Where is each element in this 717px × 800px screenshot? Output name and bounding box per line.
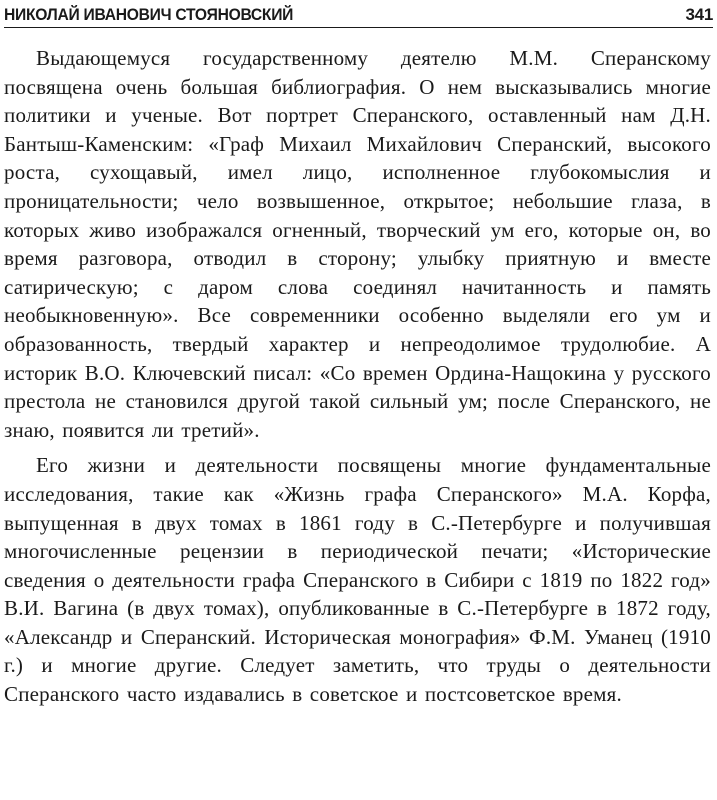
paragraph: Его жизни и деятельности посвящены многие фундаментальные исследования, такие как «Жизнь графа Сперанского» М.А. Корфа, выпущенная в двух томах в 1861 году в С.-Петербурге и получившая многочисленные рецензии в периодической печати; «Исторические сведения о деятельности графа Сперанского в Сибири с 1819 по 1822 год» В.И. Вагина (в двух томах), опубликованные в С.-Петербурге в 1872 году, «Александр и Сперанский. Историческая монография» Ф.М. Уманец (1910 г.) и многие другие. Следует заметить, что труды о деятельности Сперанского часто издавались в советское и постсоветское время. (4, 453, 711, 707)
header-author: НИКОЛАЙ ИВАНОВИЧ СТОЯНОВСКИЙ (4, 5, 294, 24)
paragraph: Выдающемуся государственному деятелю М.М. Сперанскому посвящена очень большая библиография. О нем высказывались многие политики и ученые. Вот портрет Сперанского, оставленный нам Д.Н. Бантыш-Каменским: «Граф Михаил Михайлович Сперанский, высокого роста, сухощавый, имел лицо, исполненное глубокомыслия и проницательности; чело возвышенное, открытое; небольшие глаза, в которых живо изображался огненный, творческий ум его, которые он, во время разговора, отводил в сторону; улыбку приятную и вместе сатирическую; с даром слова соединял начитанность и память необыкновенную». Все современники особенно выделяли его ум и образованность, твердый характер и непреодолимое трудолюбие. А историк В.О. Ключевский писал: «Со времен Ордина-Нащокина у русского престола не становился другой такой сильный ум; после Сперанского, не знаю, появится ли третий». (4, 46, 711, 442)
page-number: 341 (685, 5, 713, 24)
running-header (4, 3, 713, 28)
body-text (4, 44, 711, 709)
